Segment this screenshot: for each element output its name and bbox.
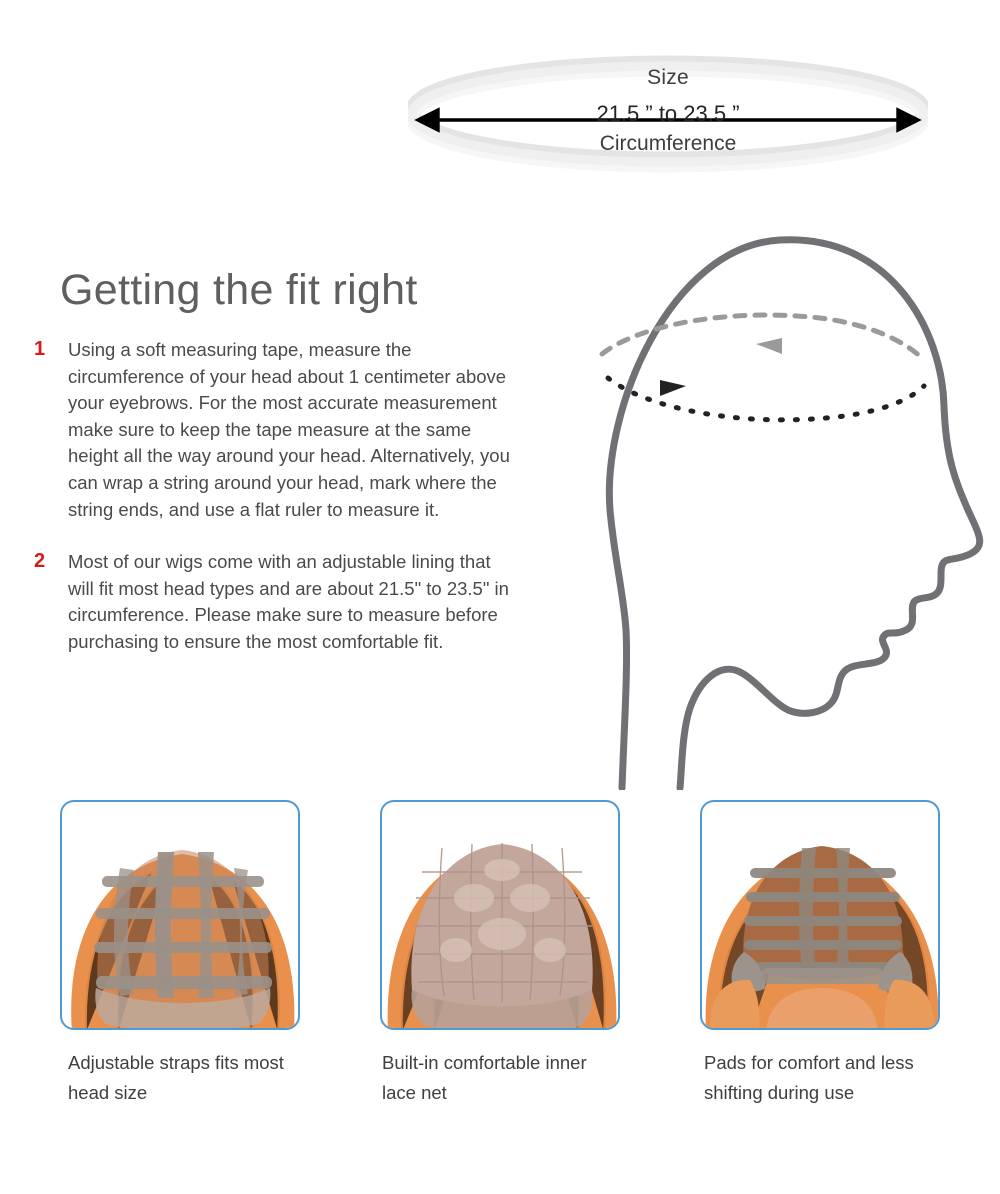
card-caption: Pads for comfort and less shifting during use <box>704 1052 914 1103</box>
wig-cap-comfort-pads-photo <box>700 800 940 1030</box>
circumference-label: Circumference <box>599 132 737 155</box>
card-caption: Adjustable straps fits most head size <box>68 1052 284 1103</box>
step-number: 1 <box>34 338 46 360</box>
size-measurement: 21.5 ” to 23.5 ” <box>596 101 740 126</box>
size-band-illustration <box>408 52 928 176</box>
instructions-list <box>30 337 520 682</box>
feature-card <box>60 800 300 1160</box>
wig-cap-adjustable-straps-photo <box>60 800 300 1030</box>
feature-card <box>380 800 620 1160</box>
size-label: Size <box>647 66 689 89</box>
instruction-step-1 <box>30 337 520 523</box>
wig-cap-pads-illustration <box>702 802 940 1030</box>
wig-cap-straps-illustration <box>62 802 300 1030</box>
card-caption: Built-in comfortable inner lace net <box>382 1052 587 1103</box>
step-text: Most of our wigs come with an adjustable lining that will fit most head types and are about 21.5" to 23.5" in circumference. Please make sure to measure before purchasing to ensure the most comfortable fit. <box>68 551 509 652</box>
head-profile-icon <box>540 210 1000 790</box>
feature-cards <box>0 800 1000 1160</box>
feature-card <box>700 800 940 1160</box>
wig-cap-inner-lace-net-photo <box>380 800 620 1030</box>
head-measurement-diagram <box>540 210 1000 790</box>
wig-cap-lace-illustration <box>382 802 620 1030</box>
page-title: Getting the fit right <box>60 265 418 314</box>
step-number: 2 <box>34 550 46 573</box>
step-text: Using a soft measuring tape, measure the circumference of your head about 1 centimeter above your eyebrows. For the most accurate measurement make sure to keep the tape measure at the same height all the way around your head. Alternatively, you can wrap a string around your head, mark where the string ends, and use a flat ruler to measure it. <box>68 339 510 520</box>
instruction-step-2 <box>30 549 520 655</box>
